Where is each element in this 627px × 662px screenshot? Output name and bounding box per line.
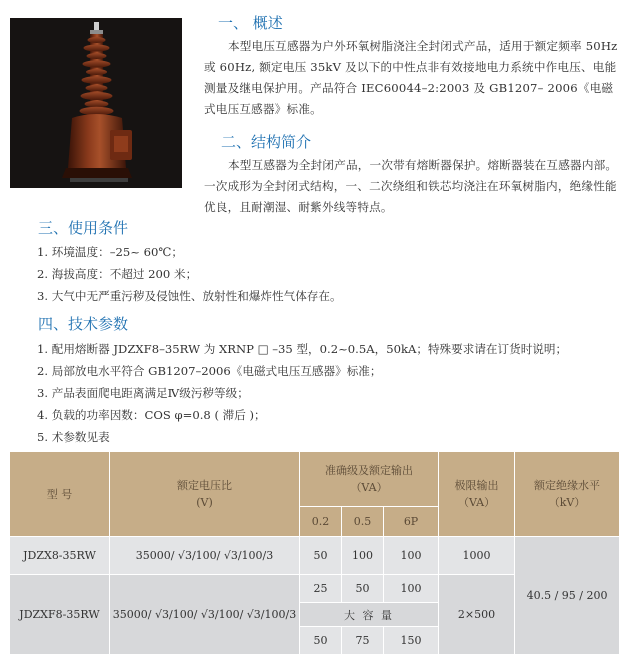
header-accuracy: 准确级及额定输出 （VA）	[300, 452, 439, 507]
cell-value: 75	[342, 627, 384, 655]
cell-limit: 1000	[439, 537, 515, 575]
cell-value: 100	[384, 575, 439, 603]
structure-text: 本型互感器为全封闭产品，一次带有熔断器保护。熔断器装在互感器内部。一次成形为全封闭式结构，一、二次绕组和铁芯均浇注在环氧树脂内，绝缘性能优良，且耐潮湿、耐紫外线等特点。	[204, 158, 618, 214]
cell-value: 150	[384, 627, 439, 655]
list-item: 3. 大气中无严重污秽及侵蚀性、放射性和爆炸性气体存在。	[37, 289, 342, 303]
cell-value: 25	[300, 575, 342, 603]
header-insulation: 额定绝缘水平 （kV）	[515, 452, 620, 537]
structure-paragraph	[204, 155, 620, 218]
list-item: 3. 产品表面爬电距离满足Ⅳ级污秽等级；	[37, 386, 249, 400]
section-heading-parameters: 四、技术参数	[38, 315, 129, 333]
cell-ratio: 35000/ √3/100/ √3/100/3	[110, 537, 300, 575]
cell-value: 100	[384, 537, 439, 575]
list-item: 1. 配用熔断器 JDZXF8–35RW 为 XRNP □ –35 型，0.2~0.5A，50kA；特殊要求请在订货时说明；	[37, 342, 568, 356]
header-class-0-2: 0.2	[300, 507, 342, 537]
section-heading-overview: 一、 概述	[218, 14, 283, 32]
cell-capacity-label: 大 容 量	[300, 603, 439, 627]
list-item: 2. 局部放电水平符合 GB1207–2006《电磁式电压互感器》标准；	[37, 364, 382, 378]
overview-paragraph	[204, 36, 620, 120]
product-image	[10, 18, 182, 188]
section-heading-structure: 二、结构简介	[221, 133, 312, 151]
cell-value: 50	[300, 537, 342, 575]
list-item: 5. 术参数见表	[37, 430, 110, 444]
cell-value: 50	[300, 627, 342, 655]
header-class-6p: 6P	[384, 507, 439, 537]
overview-text: 本型电压互感器为户外环氧树脂浇注全封闭式产品，适用于额定频率 50Hz 或 60Hz, 额定电压 35kV 及以下的中性点非有效接地电力系统中作电压、电能测量及继电保护用。产品符合 IEC60044–2:2003 及 GB1207– 2006《电磁式电压互感器》标准。	[204, 39, 618, 116]
cell-value: 100	[342, 537, 384, 575]
table-row	[10, 537, 620, 575]
list-item: 4. 负载的功率因数：COS φ=0.8 ( 滞后 )；	[37, 408, 266, 422]
header-ratio: 额定电压比 (V)	[110, 452, 300, 537]
header-class-0-5: 0.5	[342, 507, 384, 537]
cell-ratio: 35000/ √3/100/ √3/100/ √3/100/3	[110, 575, 300, 655]
parameters-list	[37, 338, 567, 448]
cell-model: JDZX8-35RW	[10, 537, 110, 575]
list-item: 2. 海拔高度：不超过 200 米；	[37, 267, 198, 281]
cell-value: 50	[342, 575, 384, 603]
header-model: 型 号	[10, 452, 110, 537]
list-item: 1. 环境温度：–25~ 60℃；	[37, 245, 183, 259]
conditions-list	[37, 241, 342, 307]
header-limit: 极限输出 （VA）	[439, 452, 515, 537]
cell-model: JDZXF8-35RW	[10, 575, 110, 655]
spec-table	[9, 451, 620, 655]
cell-limit: 2×500	[439, 575, 515, 655]
cell-insulation: 40.5 / 95 / 200	[515, 537, 620, 655]
section-heading-conditions: 三、使用条件	[38, 219, 129, 237]
transformer-illustration	[10, 18, 182, 188]
